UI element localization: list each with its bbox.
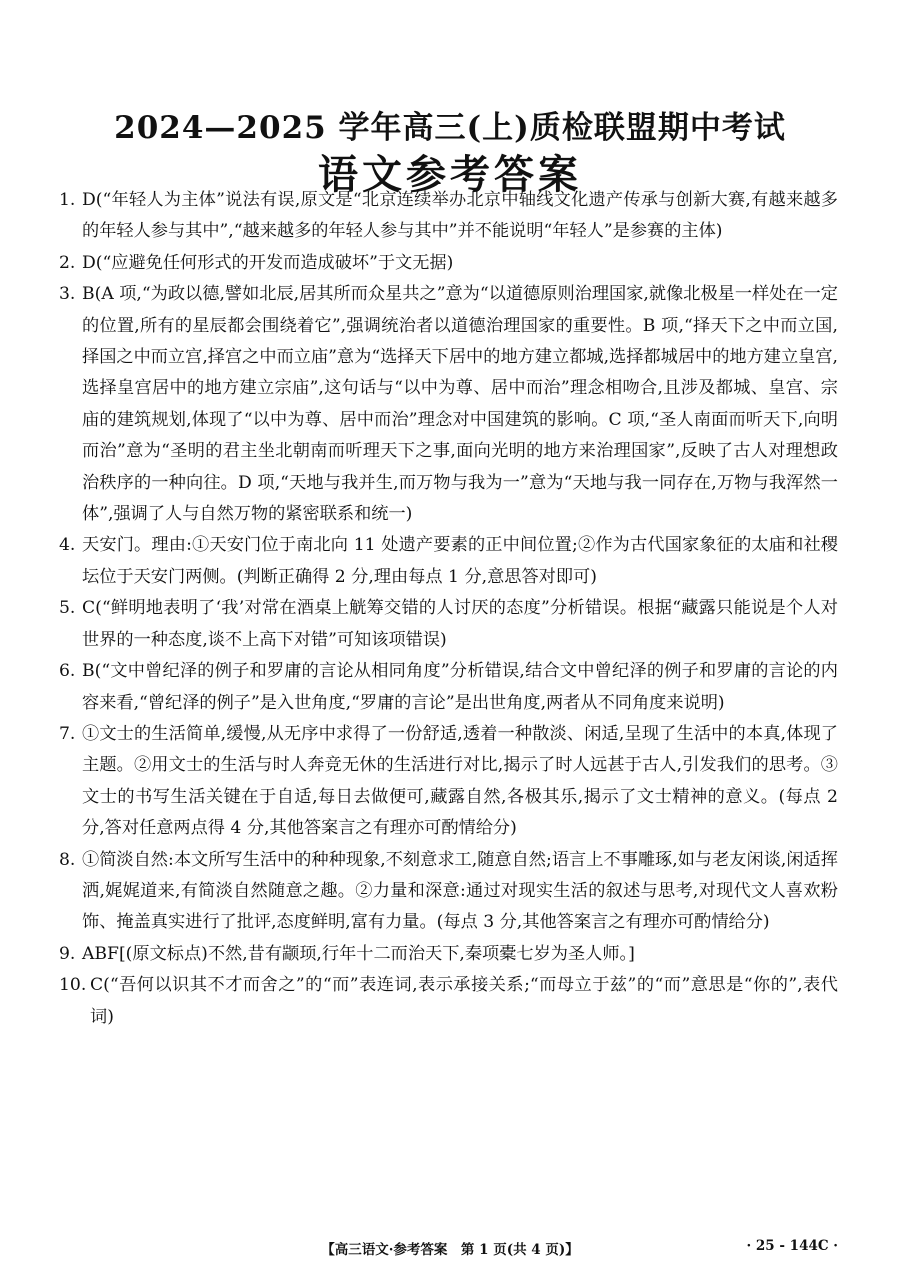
answer-number: 3. (59, 284, 76, 305)
answer-item-6 (60, 656, 838, 719)
answer-item-9 (60, 939, 838, 970)
answer-number: 5. (59, 598, 76, 619)
answer-text: ①简淡自然:本文所写生活中的种种现象,不刻意求工,随意自然;语言上不事雕琢,如与老友闲谈,闲适挥洒,娓娓道来,有简淡自然随意之趣。②力量和深意:通过对现实生活的叙述与思考,对现代文人喜欢粉饰、掩盖真实进行了批评,态度鲜明,富有力量。(每点 3 分,其他答案言之有理亦可酌情给分) (82, 849, 838, 933)
footer-page-info: 【高三语文·参考答案 第 1 页(共 4 页)】 (321, 1242, 579, 1258)
answer-item-2 (60, 248, 838, 279)
answer-number: 4. (59, 535, 76, 556)
exam-title: 2024—2025 学年高三(上)质检联盟期中考试 (114, 110, 786, 146)
answer-number: 6. (59, 661, 76, 682)
answer-item-10 (60, 970, 838, 1033)
answer-number: 10. (59, 975, 87, 996)
answer-text: 天安门。理由:①天安门位于南北向 11 处遗产要素的正中间位置;②作为古代国家象征的太庙和社稷坛位于天安门两侧。(判断正确得 2 分,理由每点 1 分,意思答对即可) (82, 535, 838, 587)
answer-text: ①文士的生活简单,缓慢,从无序中求得了一份舒适,透着一种散淡、闲适,呈现了生活中的本真,体现了主题。②用文士的生活与时人奔竞无休的生活进行对比,揭示了时人远甚于古人,引发我们的思考。③文士的书写生活关键在于自适,每日去做便可,藏露自然,各极其乐,揭示了文士精神的意义。(每点 2 分,答对任意两点得 4 分,其他答案言之有理亦可酌情给分) (82, 723, 838, 839)
answer-text: D(“年轻人为主体”说法有误,原文是“北京连续举办北京中轴线文化遗产传承与创新大赛,有越来越多的年轻人参与其中”,“越来越多的年轻人参与其中”并不能说明“年轻人”是参赛的主体) (82, 190, 838, 242)
answer-item-5 (60, 593, 838, 656)
answer-list (60, 185, 838, 1033)
answer-number: 2. (59, 252, 76, 273)
answer-text: C(“鲜明地表明了‘我’对常在酒桌上觥筹交错的人讨厌的态度”分析错误。根据“藏露只能说是个人对世界的一种态度,谈不上高下对错”可知该项错误) (82, 598, 838, 650)
answer-item-8 (60, 845, 838, 939)
answer-number: 7. (59, 723, 76, 744)
answer-text: D(“应避免任何形式的开发而造成破坏”于文无据) (82, 252, 454, 273)
doc-title: 语文参考答案 (318, 151, 582, 198)
answer-item-7 (60, 719, 838, 845)
answer-number: 1. (59, 190, 76, 210)
answer-item-4 (60, 530, 838, 593)
answer-text: B(“文中曾纪泽的例子和罗庸的言论从相同角度”分析错误,结合文中曾纪泽的例子和罗庸的言论的内容来看,“曾纪泽的例子”是入世角度,“罗庸的言论”是出世角度,两者从不同角度来说明) (82, 661, 838, 713)
answer-item-1 (60, 185, 838, 248)
answer-text: ABF[(原文标点)不然,昔有颛顼,行年十二而治天下,秦项橐七岁为圣人师。] (82, 943, 635, 964)
answer-number: 8. (59, 849, 76, 870)
answer-item-3 (60, 279, 838, 530)
answer-text: C(“吾何以识其不才而舍之”的“而”表连词,表示承接关系;“而母立于兹”的“而”意思是“你的”,表代词) (90, 975, 838, 1027)
answer-number: 9. (59, 943, 76, 964)
answer-text: B(A 项,“为政以德,譬如北辰,居其所而众星共之”意为“以道德原则治理国家,就像北极星一样处在一定的位置,所有的星辰都会围绕着它”,强调统治者以道德治理国家的重要性。B 项,“择天下之中而立国,择国之中而立宫,择宫之中而立庙”意为“选择天下居中的地方建立都城,选择都城居中的地方建立皇宫,选择皇宫居中的地方建立宗庙”,这句话与“以中为尊、居中而治”理念相吻合,且涉及都城、皇宫、宗庙的建筑规划,体现了“以中为尊、居中而治”理念对中国建筑的影响。C 项,“圣人南面而听天下,向明而治”意为“圣明的君主坐北朝南而听理天下之事,面向光明的地方来治理国家”,反映了古人对理想政治秩序的一种向往。D 项,“天地与我并生,而万物与我为一”意为“天地与我一同存在,万物与我浑然一体”,强调了人与自然万物的紧密联系和统一) (82, 284, 838, 525)
footer-code: · 25 - 144C · (746, 1238, 838, 1254)
